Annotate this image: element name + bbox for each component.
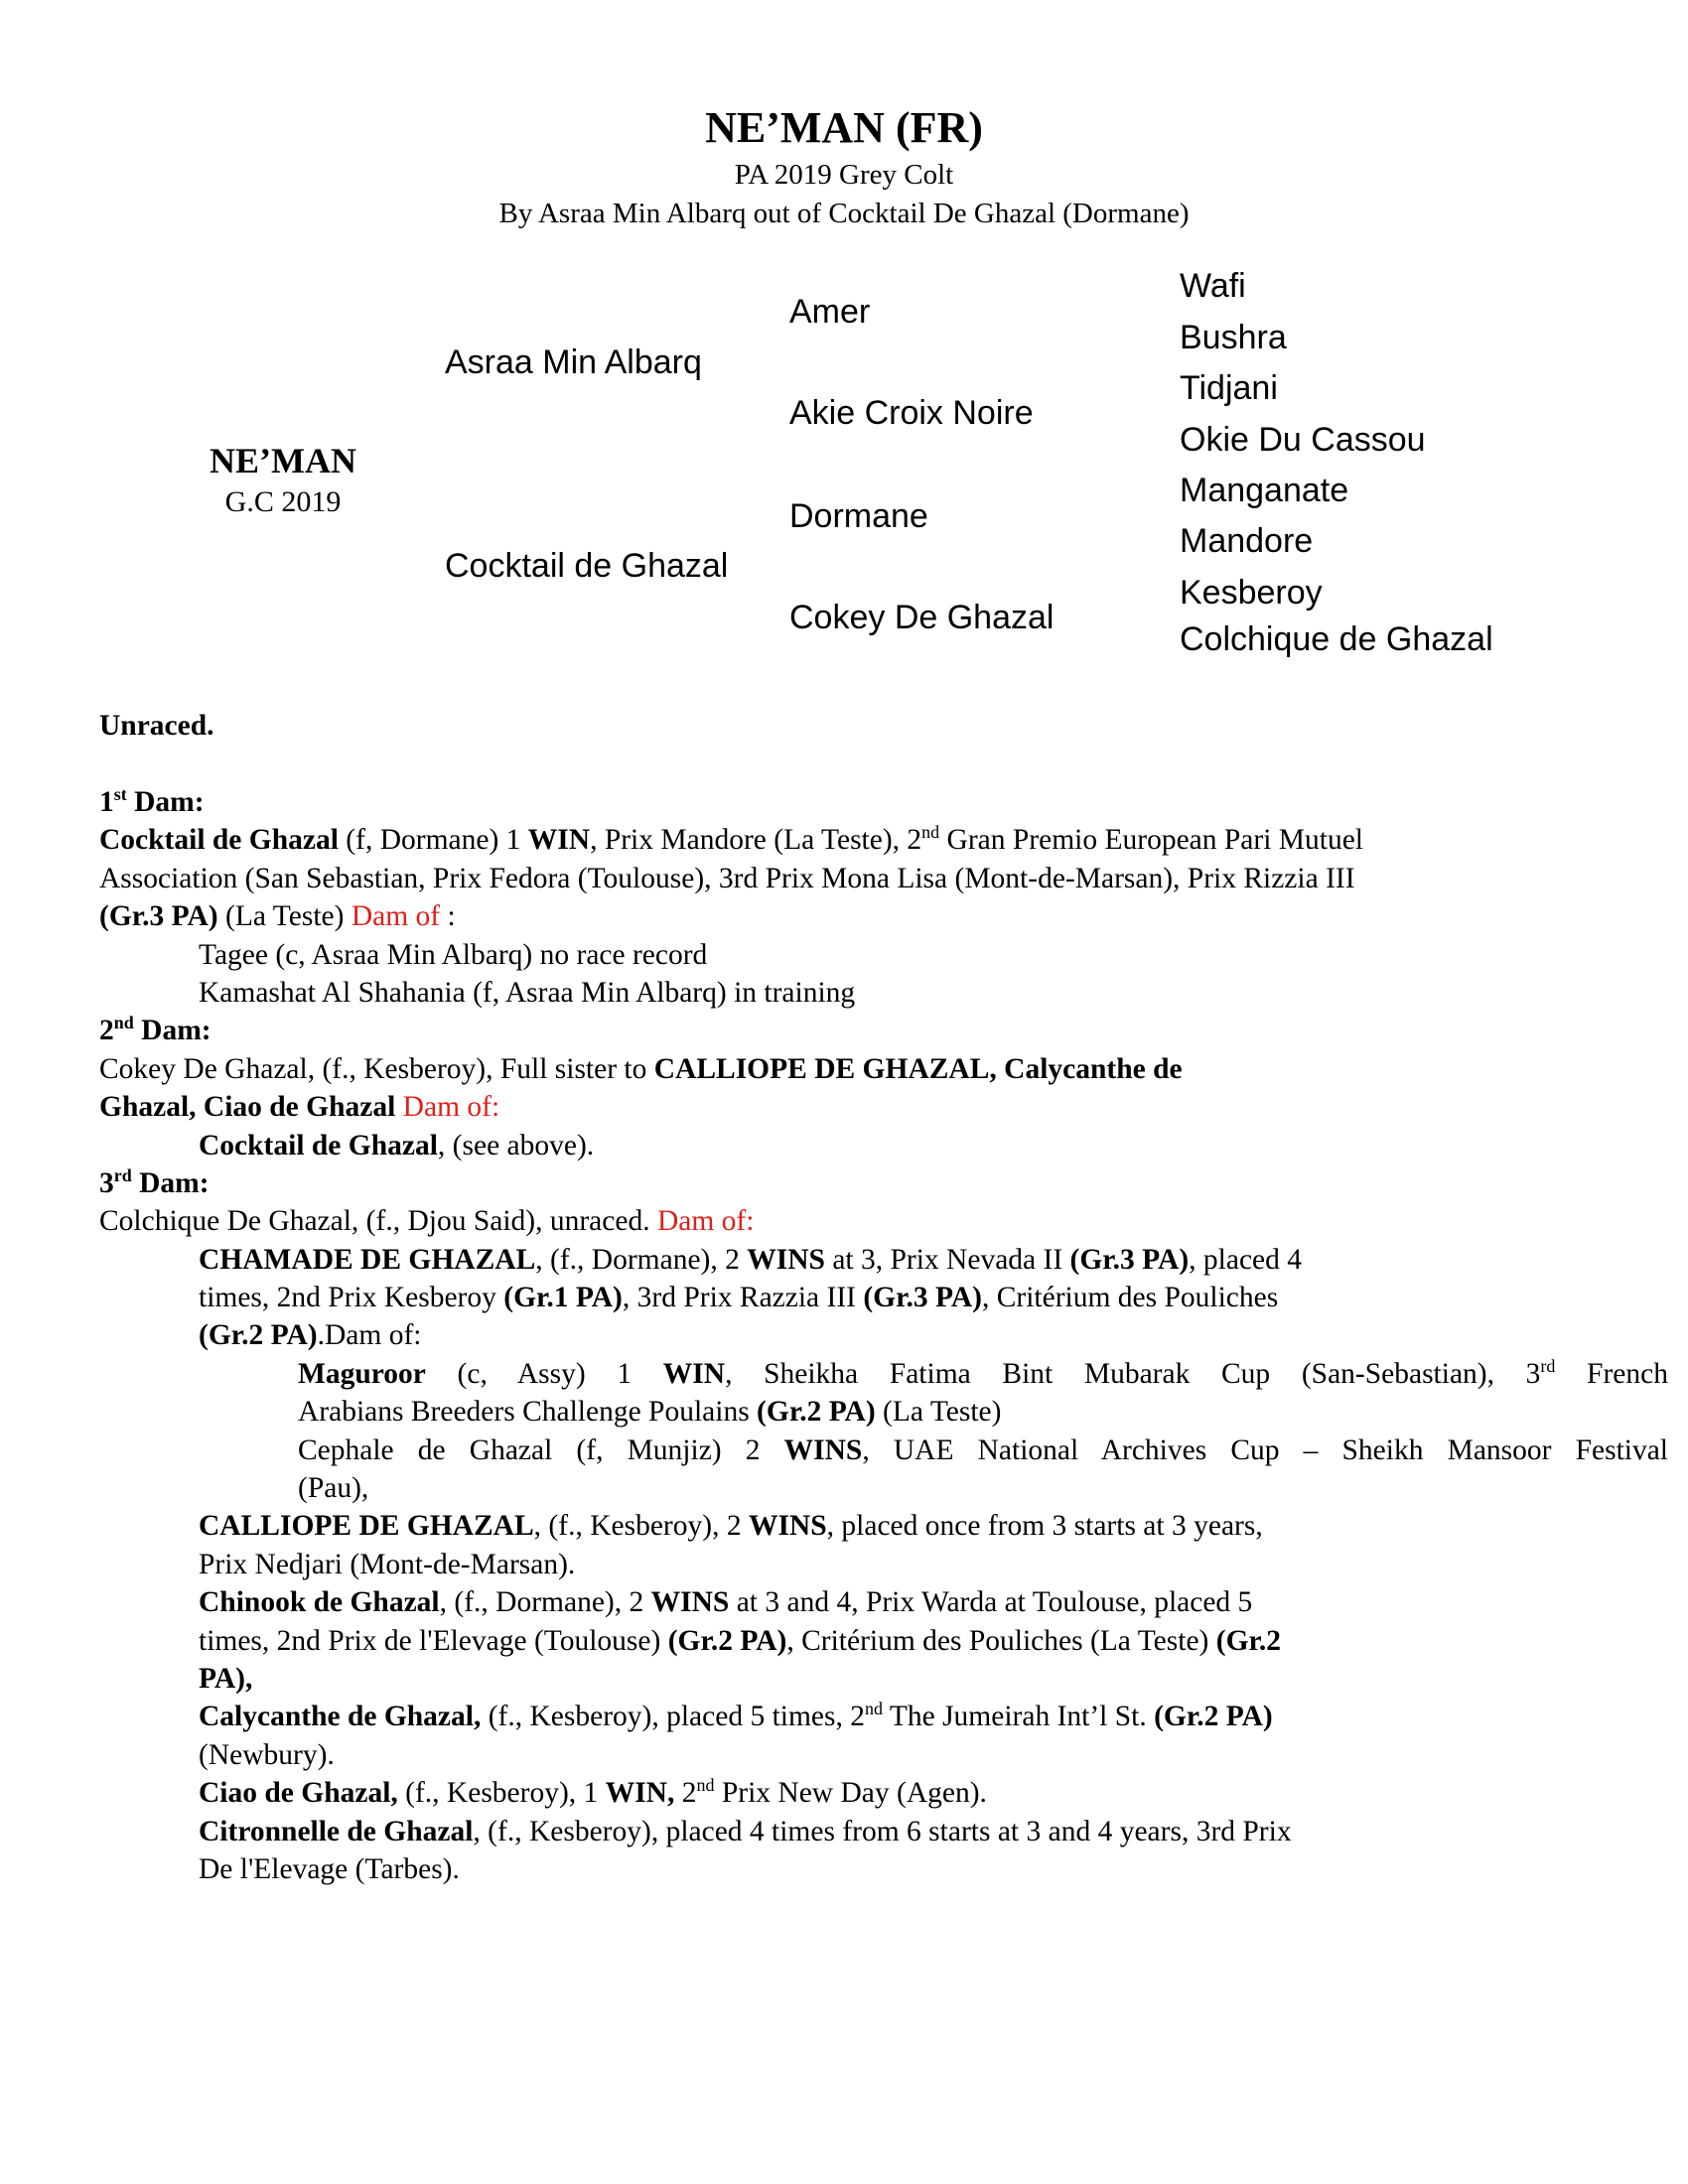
- pedigree-gen2: Akie Croix Noire: [789, 394, 1034, 432]
- offspring-citronnelle: De l'Elevage (Tarbes).: [199, 1852, 460, 1885]
- offspring-chinook: Chinook de Ghazal, (f., Dormane), 2 WINS at 3 and 4, Prix Warda at Toulouse, placed 5: [199, 1586, 1253, 1619]
- dam3-heading: 3rd Dam:: [99, 1165, 210, 1199]
- pedigree-gen3: Okie Du Cassou: [1180, 421, 1426, 459]
- offspring-maguroor: Maguroor (c, Assy) 1 WIN, Sheikha Fatima Bint Mubarak Cup (San-Sebastian), 3rd French: [298, 1356, 1668, 1390]
- pedigree-gen3: Colchique de Ghazal: [1180, 620, 1493, 658]
- dam1-offspring: Kamashat Al Shahania (f, Asraa Min Albarq) in training: [199, 976, 856, 1009]
- offspring-calycanthe: (Newbury).: [199, 1738, 335, 1771]
- dam2-line: Cokey De Ghazal, (f., Kesberoy), Full sister to CALLIOPE DE GHAZAL, Calycanthe de: [99, 1052, 1183, 1085]
- offspring-ciao: Ciao de Ghazal, (f., Kesberoy), 1 WIN, 2nd Prix New Day (Agen).: [199, 1775, 987, 1810]
- produce-record: [99, 783, 1669, 1888]
- pedigree-gen3: Bushra: [1180, 319, 1287, 356]
- offspring-chamade: times, 2nd Prix Kesberoy (Gr.1 PA), 3rd Prix Razzia III (Gr.3 PA), Critérium des Pouliches: [199, 1282, 1279, 1314]
- dam1-line: Cocktail de Ghazal (f, Dormane) 1 WIN, Prix Mandore (La Teste), 2nd Gran Premio European Pari Mutuel: [99, 822, 1363, 857]
- dam1-offspring: Tagee (c, Asraa Min Albarq) no race record: [199, 938, 708, 971]
- dam2-offspring: Cocktail de Ghazal, (see above).: [199, 1129, 595, 1161]
- offspring-chinook: times, 2nd Prix de l'Elevage (Toulouse) (Gr.2 PA), Critérium des Pouliches (La Teste) (Gr.2: [199, 1624, 1282, 1657]
- pedigree-gen2: Dormane: [789, 497, 928, 535]
- dam1-heading: 1st Dam:: [99, 784, 205, 818]
- pedigree-gen2: Amer: [789, 293, 871, 331]
- pedigree-dam: Cocktail de Ghazal: [445, 547, 729, 585]
- offspring-calycanthe: Calycanthe de Ghazal, (f., Kesberoy), placed 5 times, 2nd The Jumeirah Int’l St. (Gr.2 PA): [199, 1699, 1273, 1733]
- dam2-line: Ghazal, Ciao de Ghazal Dam of:: [99, 1091, 500, 1124]
- pedigree-gen3: Manganate: [1180, 472, 1349, 509]
- offspring-citronnelle: Citronnelle de Ghazal, (f., Kesberoy), placed 4 times from 6 starts at 3 and 4 years, 3rd Prix: [199, 1815, 1292, 1847]
- offspring-chamade: (Gr.2 PA).Dam of:: [199, 1319, 422, 1352]
- offspring-chinook: PA),: [199, 1662, 253, 1695]
- dam1-line: (Gr.3 PA) (La Teste) Dam of :: [99, 900, 456, 933]
- pedigree-horse-sub: G.C 2019: [224, 485, 342, 518]
- offspring-calliope: CALLIOPE DE GHAZAL, (f., Kesberoy), 2 WINS, placed once from 3 starts at 3 years,: [199, 1510, 1263, 1543]
- race-status: Unraced.: [99, 710, 214, 742]
- offspring-cephale: Cephale de Ghazal (f, Munjiz) 2 WINS, UAE National Archives Cup – Sheikh Mansoor Festival: [298, 1433, 1669, 1466]
- dam3-line: Colchique De Ghazal, (f., Djou Said), unraced. Dam of:: [99, 1205, 755, 1238]
- offspring-chamade: CHAMADE DE GHAZAL, (f., Dormane), 2 WINS at 3, Prix Nevada II (Gr.3 PA), placed 4: [199, 1243, 1303, 1276]
- offspring-maguroor: Arabians Breeders Challenge Poulains (Gr.2 PA) (La Teste): [298, 1396, 1002, 1429]
- page-title: NE’MAN (FR): [705, 103, 983, 152]
- pedigree-gen2: Cokey De Ghazal: [789, 599, 1055, 636]
- subtitle-line-2: By Asraa Min Albarq out of Cocktail De Ghazal (Dormane): [498, 198, 1190, 229]
- offspring-cephale: (Pau),: [298, 1472, 369, 1505]
- dam1-line: Association (San Sebastian, Prix Fedora (Toulouse), 3rd Prix Mona Lisa (Mont-de-Marsan), Prix Rizzia III: [99, 862, 1355, 894]
- pedigree-horse-name: NE’MAN: [210, 441, 356, 480]
- dam2-heading: 2nd Dam:: [99, 1013, 211, 1047]
- pedigree-sire: Asraa Min Albarq: [445, 343, 702, 381]
- pedigree-gen3: Mandore: [1180, 522, 1314, 560]
- offspring-calliope: Prix Nedjari (Mont-de-Marsan).: [199, 1548, 576, 1580]
- pedigree-gen3: Tidjani: [1180, 369, 1278, 407]
- pedigree-gen3: Wafi: [1180, 267, 1246, 305]
- subtitle-line-1: PA 2019 Grey Colt: [734, 159, 954, 191]
- pedigree-gen3: Kesberoy: [1180, 574, 1323, 612]
